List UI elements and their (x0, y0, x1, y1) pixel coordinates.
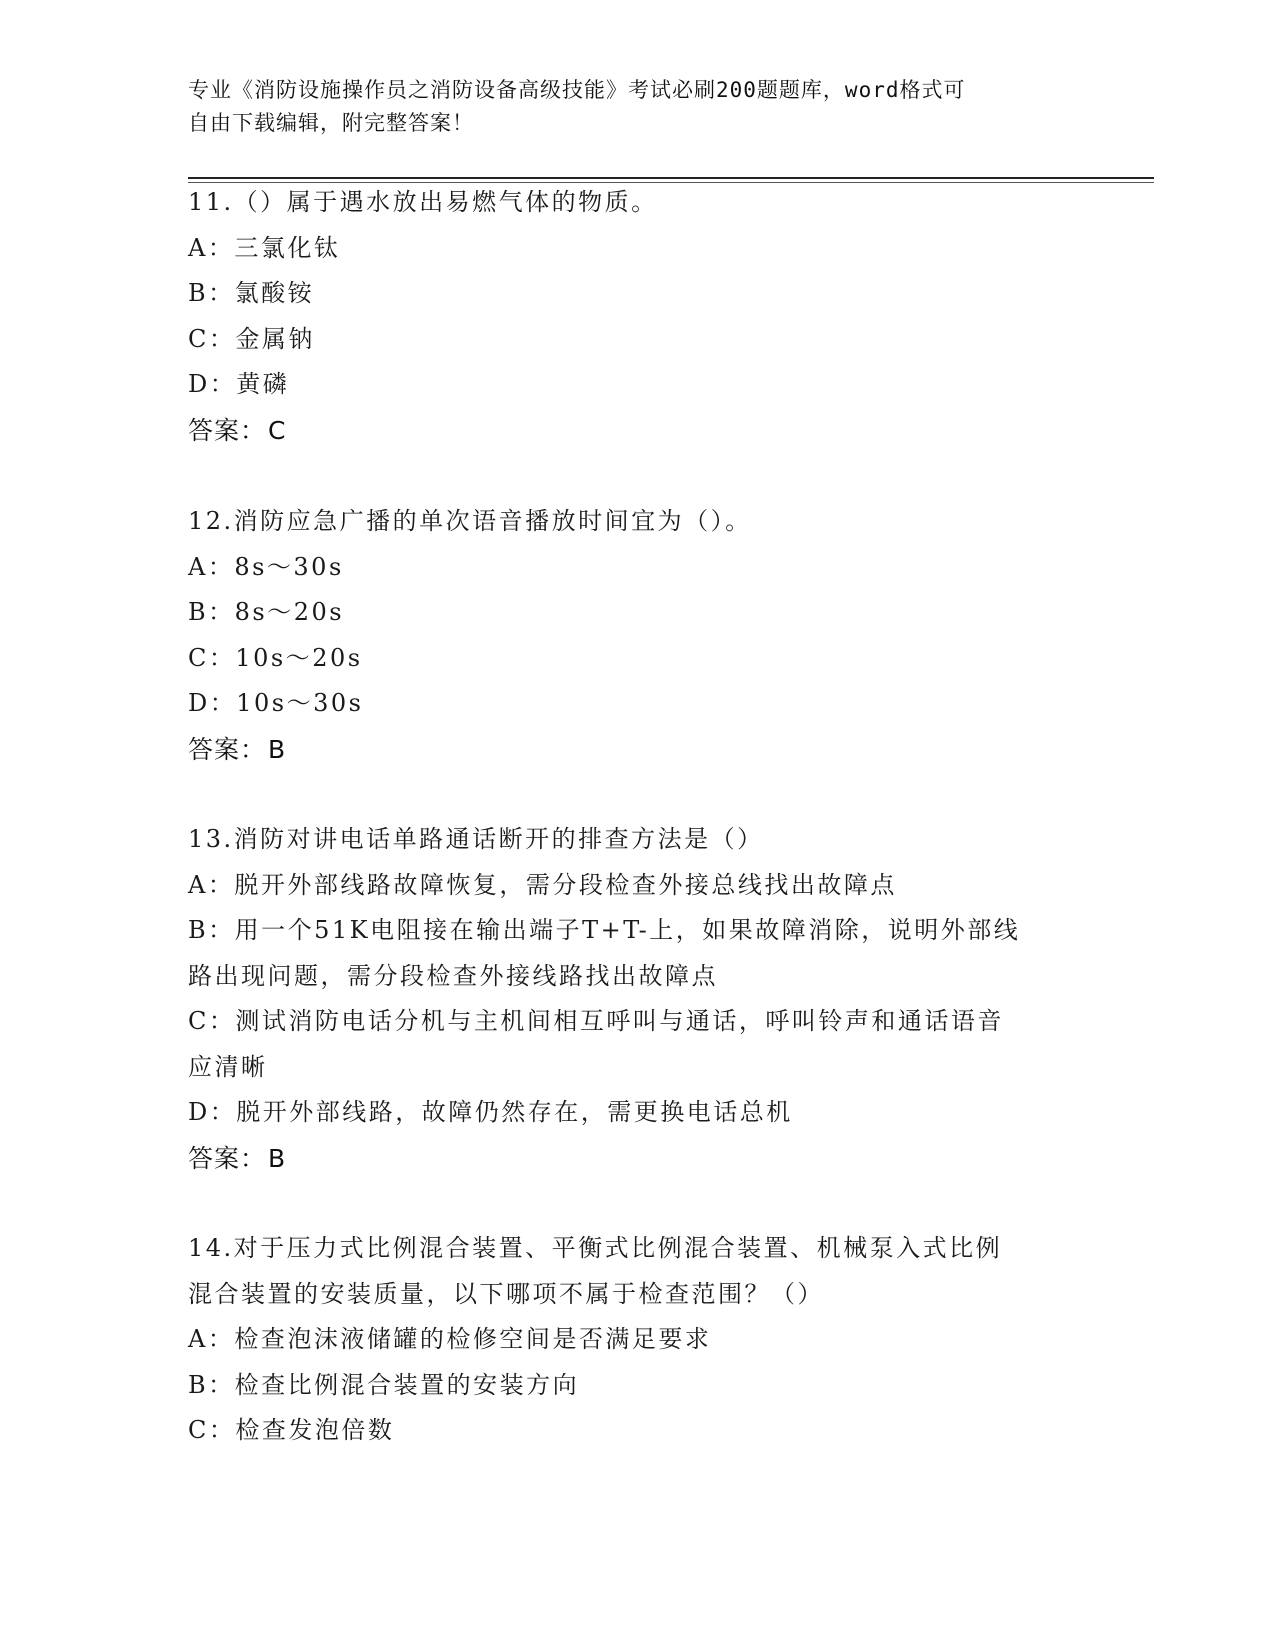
header-title-line-1: 专业《消防设施操作员之消防设备高级技能》考试必刷200题题库，word格式可 (188, 78, 966, 102)
question-12 (188, 499, 1088, 772)
option-d: D：脱开外部线路，故障仍然存在，需更换电话总机 (188, 1098, 793, 1126)
question-11 (188, 180, 1088, 453)
question-stem: 11.（）属于遇水放出易燃气体的物质。 (188, 188, 658, 216)
option-b: B：用一个51K电阻接在输出端子T+T-上，如果故障消除，说明外部线 (188, 916, 1021, 944)
document-header (188, 74, 1068, 140)
option-a: A：脱开外部线路故障恢复，需分段检查外接总线找出故障点 (188, 870, 897, 899)
answer-label: 答案： (188, 734, 267, 764)
answer-value: B (268, 734, 287, 764)
answer-line (188, 727, 1088, 773)
option-c-continued: 应清晰 (188, 1052, 268, 1081)
option-c: C：10s～20s (188, 643, 363, 672)
option-c: C：测试消防电话分机与主机间相互呼叫与通话，呼叫铃声和通话语音 (188, 1007, 1004, 1035)
option-b: B：8s～20s (188, 598, 345, 626)
answer-line (188, 1136, 1088, 1182)
question-13 (188, 817, 1088, 1181)
answer-value: B (268, 1143, 287, 1173)
answer-label: 答案： (188, 415, 267, 445)
answer-label: 答案： (188, 1143, 267, 1173)
option-c: C：金属钠 (188, 324, 315, 353)
option-a: A：8s～30s (188, 552, 344, 581)
question-stem-continued: 混合装置的安装质量，以下哪项不属于检查范围？（） (188, 1279, 824, 1308)
option-a: A：三氯化钛 (188, 233, 341, 262)
question-stem: 13.消防对讲电话单路通话断开的排查方法是（） (188, 825, 764, 853)
question-stem: 12.消防应急广播的单次语音播放时间宜为（）。 (188, 507, 752, 535)
header-divider-thick (188, 177, 1154, 179)
option-b-continued: 路出现问题，需分段检查外接线路找出故障点 (188, 961, 718, 990)
option-c: C：检查发泡倍数 (188, 1416, 395, 1444)
option-a: A：检查泡沫液储罐的检修空间是否满足要求 (188, 1325, 712, 1353)
question-stem: 14.对于压力式比例混合装置、平衡式比例混合装置、机械泵入式比例 (188, 1234, 1003, 1262)
answer-value: C (268, 415, 287, 445)
option-b: B：氯酸铵 (188, 279, 315, 307)
answer-line (188, 408, 1088, 454)
header-title-line-2: 自由下载编辑，附完整答案！ (188, 111, 474, 135)
option-d: D：10s～30s (188, 689, 364, 717)
option-d: D：黄磷 (188, 370, 290, 398)
option-b: B：检查比例混合装置的安装方向 (188, 1370, 580, 1399)
question-14 (188, 1226, 1088, 1454)
